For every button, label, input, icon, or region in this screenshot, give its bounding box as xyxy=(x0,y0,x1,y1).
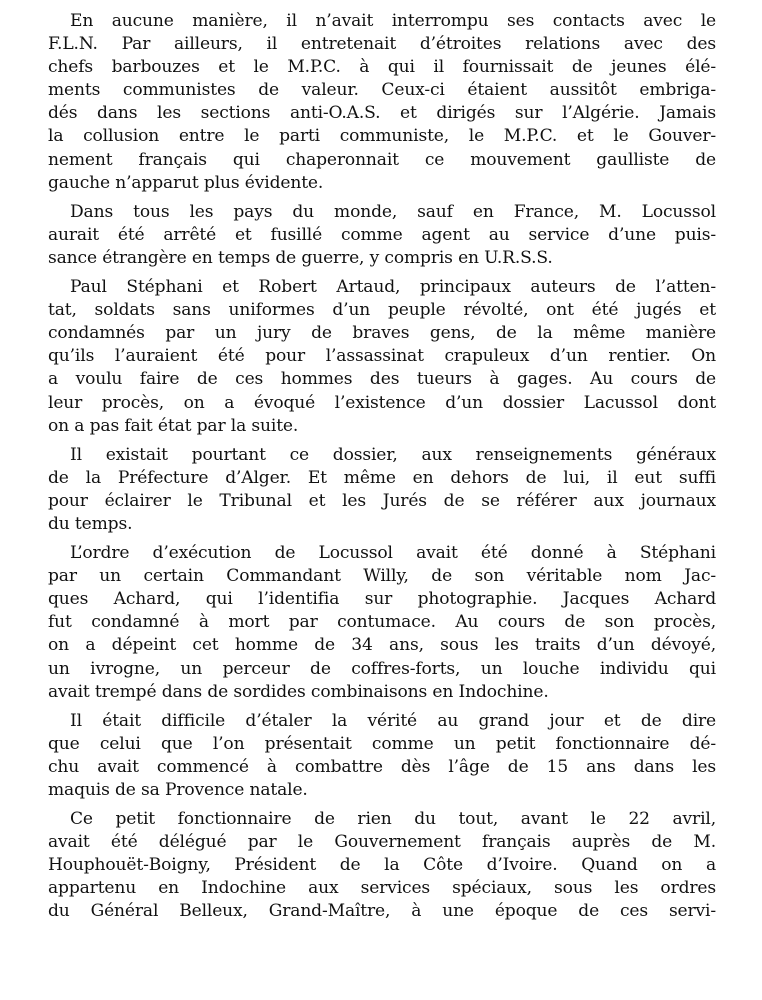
text-body xyxy=(48,10,716,924)
text-line: par un certain Commandant Willy, de son véritable nom Jac- xyxy=(48,566,716,587)
text-line: que celui que l’on présentait comme un petit fonctionnaire dé- xyxy=(48,733,716,754)
text-line: F.L.N. Par ailleurs, il entretenait d’étroites relations avec des xyxy=(48,34,716,55)
text-line: Il était difficile d’étaler la vérité au grand jour et de dire xyxy=(70,710,716,731)
text-line: du temps. xyxy=(48,513,133,534)
text-line: Paul Stéphani et Robert Artaud, principaux auteurs de l’atten- xyxy=(70,277,716,298)
text-line: qu’ils l’auraient été pour l’assassinat crapuleux d’un rentier. On xyxy=(48,346,716,367)
text-line: de la Préfecture d’Alger. Et même en dehors de lui, il eut suffi xyxy=(48,467,716,488)
text-line: fut condamné à mort par contumace. Au cours de son procès, xyxy=(48,612,716,633)
book-page xyxy=(48,10,716,990)
paragraph xyxy=(48,444,716,536)
text-line: gauche n’apparut plus évidente. xyxy=(48,172,324,193)
text-line: En aucune manière, il n’avait interrompu ses contacts avec le xyxy=(70,11,716,31)
text-line: chu avait commencé à combattre dès l’âge de 15 ans dans les xyxy=(48,756,716,777)
text-line: ques Achard, qui l’identifia sur photographie. Jacques Achard xyxy=(48,589,716,610)
text-line: ments communistes de valeur. Ceux-ci étaient aussitôt embriga- xyxy=(48,80,716,101)
text-line: maquis de sa Provence natale. xyxy=(48,780,308,800)
text-line: chefs barbouzes et le M.P.C. à qui il fournissait de jeunes élé- xyxy=(48,57,716,78)
paragraph xyxy=(48,542,716,704)
text-line: pour éclairer le Tribunal et les Jurés de se référer aux journaux xyxy=(48,490,716,511)
text-line: condamnés par un jury de braves gens, de la même manière xyxy=(48,323,716,344)
paragraph xyxy=(48,276,716,438)
text-line: Dans tous les pays du monde, sauf en France, M. Locussol xyxy=(70,201,716,222)
text-line: nement français qui chaperonnait ce mouvement gaulliste de xyxy=(48,149,716,170)
text-line: Il existait pourtant ce dossier, aux renseignements généraux xyxy=(70,444,716,465)
text-line: a voulu faire de ces hommes des tueurs à gages. Au cours de xyxy=(48,369,716,390)
text-line: avait été délégué par le Gouvernement français auprès de M. xyxy=(48,832,716,853)
text-line: on a pas fait état par la suite. xyxy=(48,415,299,436)
text-line: la collusion entre le parti communiste, le M.P.C. et le Gouver- xyxy=(48,126,716,147)
text-line: L’ordre d’exécution de Locussol avait été donné à Stéphani xyxy=(70,543,716,564)
text-line: Ce petit fonctionnaire de rien du tout, avant le 22 avril, xyxy=(70,809,716,830)
text-line: avait trempé dans de sordides combinaisons en Indochine. xyxy=(48,681,549,702)
text-line: aurait été arrêté et fusillé comme agent au service d’une puis- xyxy=(48,224,716,245)
paragraph xyxy=(48,808,716,923)
text-line: appartenu en Indochine aux services spéciaux, sous les ordres xyxy=(48,878,716,899)
text-line: dés dans les sections anti-O.A.S. et dirigés sur l’Algérie. Jamais xyxy=(48,103,716,124)
paragraph xyxy=(48,710,716,802)
text-line: on a dépeint cet homme de 34 ans, sous les traits d’un dévoyé, xyxy=(48,635,716,656)
text-line: du Général Belleux, Grand-Maître, à une époque de ces servi- xyxy=(48,901,716,922)
text-line: leur procès, on a évoqué l’existence d’un dossier Lacussol dont xyxy=(48,392,716,413)
text-line: tat, soldats sans uniformes d’un peuple révolté, ont été jugés et xyxy=(48,300,716,321)
text-line: un ivrogne, un perceur de coffres-forts, un louche individu qui xyxy=(48,658,716,679)
paragraph xyxy=(48,10,716,195)
text-line: Houphouët-Boigny, Président de la Côte d’Ivoire. Quand on a xyxy=(48,855,716,876)
text-line: sance étrangère en temps de guerre, y compris en U.R.S.S. xyxy=(48,247,553,268)
paragraph xyxy=(48,201,716,270)
